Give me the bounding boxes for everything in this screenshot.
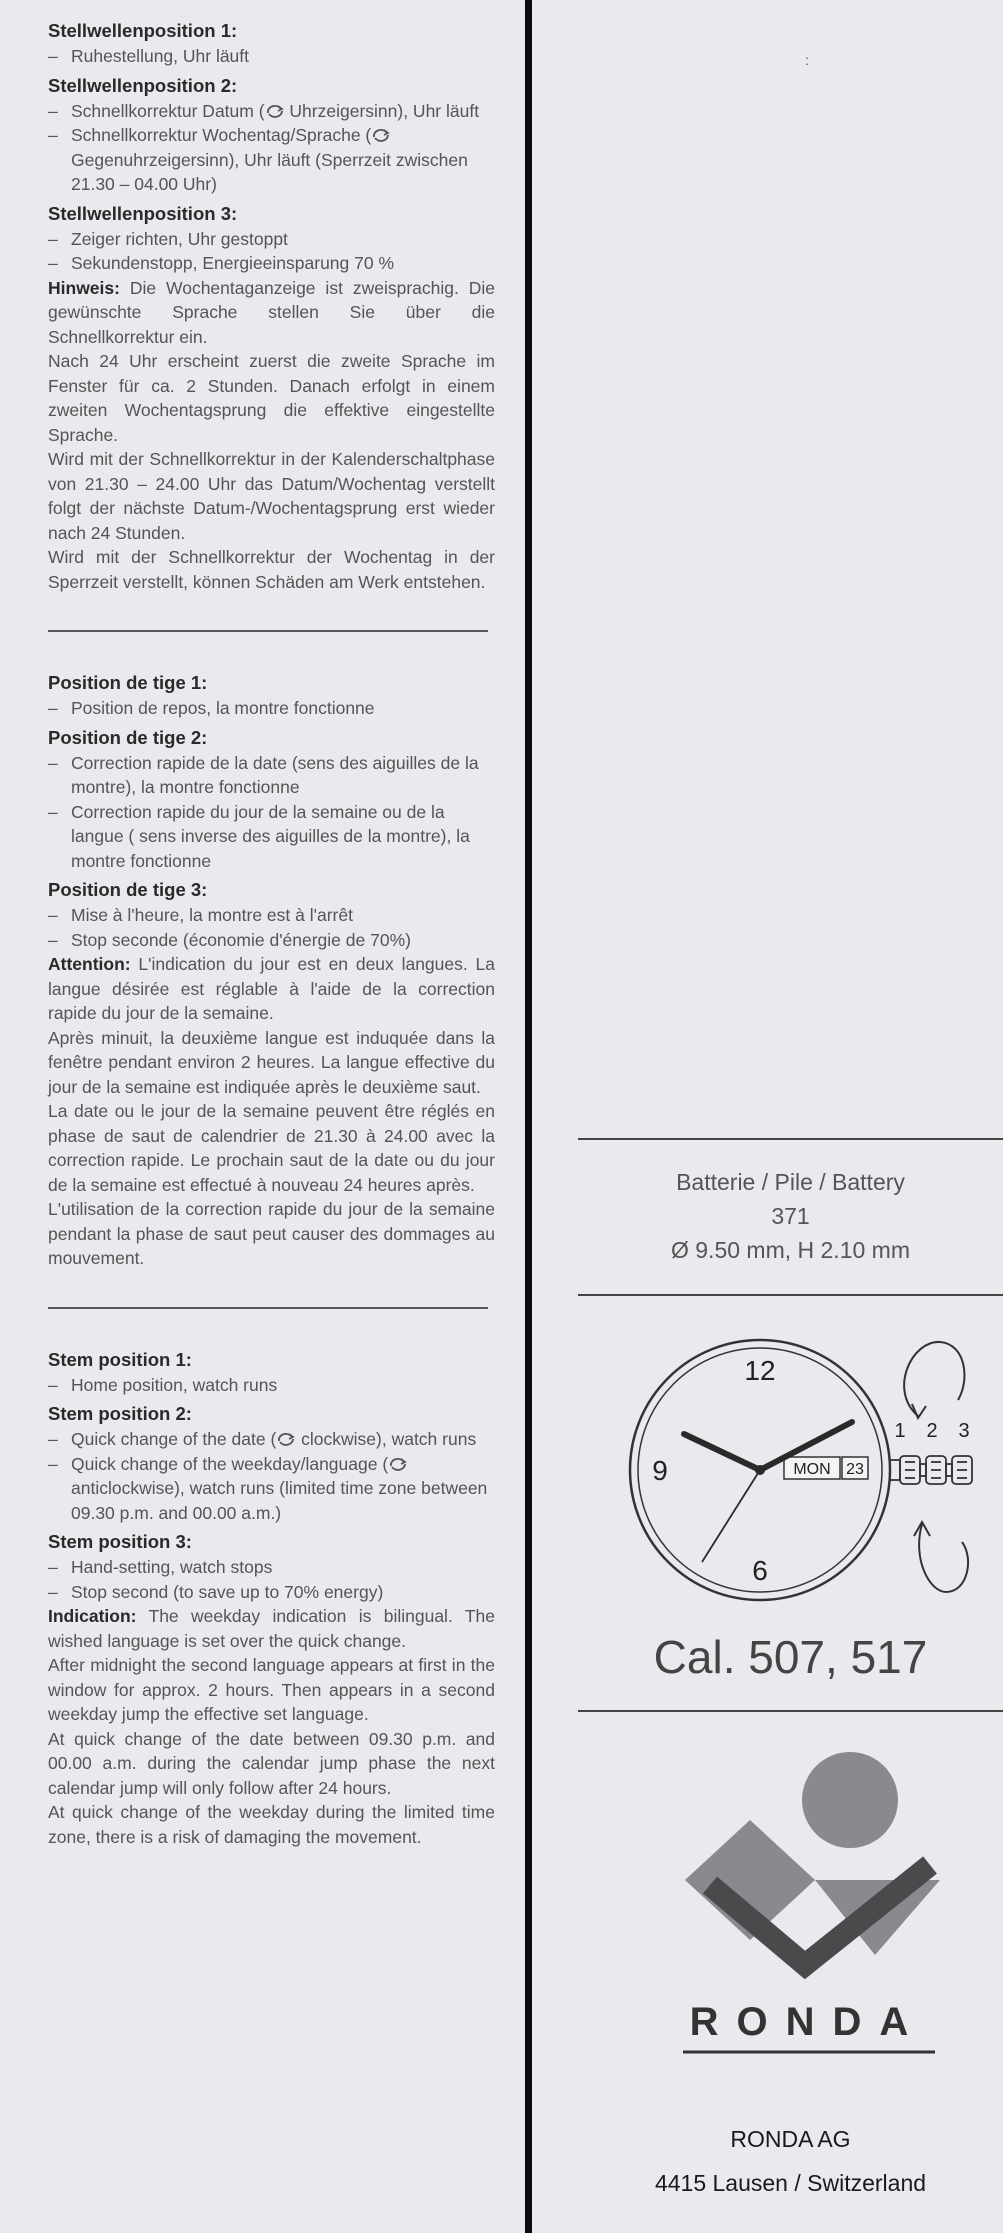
en-note-label: Indication:	[48, 1606, 137, 1626]
de-item-3a: – Zeiger richten, Uhr gestoppt	[48, 227, 495, 252]
de-paragraph-4: Wird mit der Schnellkorrektur der Wochentag in der Sperrzeit verstellt, können Schäden am Werk entstehen.	[48, 547, 495, 592]
fr-item-3a: – Mise à l'heure, la montre est à l'arrêt	[48, 903, 495, 928]
de-heading-1: Stellwellenposition 1:	[48, 20, 238, 41]
en-item-3b: – Stop second (to save up to 70% energy)	[48, 1580, 495, 1605]
de-item-2b-text-2: Gegenuhrzeigersinn), Uhr läuft (Sperrzeit zwischen 21.30 – 04.00 Uhr)	[71, 149, 468, 194]
de-heading-3: Stellwellenposition 3:	[48, 202, 238, 224]
battery-info	[578, 1165, 1003, 1267]
en-paragraph-2: After midnight the second language appears at first in the window for approx. 2 hours. Then appears in a second weekday jump the effective set language.	[48, 1655, 495, 1724]
rule-top	[578, 1138, 1003, 1140]
stem-position-2-label: 2	[926, 1420, 938, 1442]
en-note-text: The weekday indication is bilingual. The wished language is set over the quick change.	[48, 1606, 495, 1651]
company-name: RONDA AG	[730, 2126, 851, 2152]
rule-battery	[578, 1294, 1003, 1296]
en-paragraph-3: At quick change of the date between 09.30 p.m. and 00.00 a.m. during the calendar jump phase the next calendar jump will only follow after 24 hours.	[48, 1728, 495, 1798]
fr-heading-1: Position de tige 1:	[48, 672, 208, 693]
de-item-2b	[48, 123, 495, 197]
de-note-label: Hinweis:	[48, 277, 120, 298]
date-window-text: 23	[846, 1461, 864, 1478]
fr-note-text: L'indication du jour est en deux langues. La langue désirée est réglable à l'aide de la correction rapide du jour de la semaine.	[48, 954, 495, 1023]
fr-item-2a: – Correction rapide de la date (sens des aiguilles de la montre), la montre fonctionne	[48, 751, 495, 800]
fr-paragraph-2: Après minuit, la deuxième langue est induquée dans la fenêtre pendant environ 2 heures. La langue effective du jour de la semaine est indiquée après le deuxième saut.	[48, 1027, 495, 1097]
en-item-2b-text-2: anticlockwise), watch runs (limited time zone between 09.30 p.m. and 00.00 a.m.)	[71, 1478, 488, 1523]
hour-hand	[684, 1434, 760, 1470]
logo-wordmark: RONDA	[689, 2000, 927, 2044]
en-heading-3: Stem position 3:	[48, 1531, 192, 1552]
de-note	[48, 276, 495, 350]
de-item-1: – Ruhestellung, Uhr läuft	[48, 44, 495, 69]
fr-paragraph-3: La date ou le jour de la semaine peuvent être réglés en phase de saut de calendrier de 21.30 à 24.00 avec la correction rapide. Le prochain saut de la date ou du jour de la semaine est effectué à nouveau 24 heures après.	[48, 1101, 495, 1195]
logo-circle	[802, 1752, 898, 1848]
de-paragraph-2: Nach 24 Uhr erscheint zuerst die zweite Sprache im Fenster für ca. 2 Stunden. Danach erfolgt in einem zweiten Wochentagsprung die effektive eingestellte Sprache.	[48, 351, 495, 445]
fr-heading-3: Position de tige 3:	[48, 879, 208, 900]
page-mark: :	[805, 52, 809, 68]
dial-numeral-9: 9	[652, 1455, 668, 1486]
fr-item-3b: – Stop seconde (économie d'énergie de 70%)	[48, 928, 495, 953]
de-heading-2: Stellwellenposition 2:	[48, 74, 238, 96]
anticlockwise-arrow-icon	[919, 1524, 968, 1592]
en-item-2b	[48, 1452, 495, 1526]
stem-position-3-label: 3	[958, 1420, 970, 1442]
battery-dimensions: Ø 9.50 mm, H 2.10 mm	[670, 1237, 910, 1263]
day-window-text: MON	[793, 1461, 831, 1478]
fr-item-1: – Position de repos, la montre fonctionne	[48, 696, 495, 721]
rotate-anticlockwise-icon	[371, 127, 391, 143]
de-item-2a-text-1: Schnellkorrektur Datum (	[71, 100, 265, 121]
ronda-logo	[675, 1750, 945, 2070]
fr-note	[48, 952, 495, 1026]
german-section	[48, 18, 495, 594]
rotate-anticlockwise-icon	[388, 1456, 408, 1472]
de-item-2b-text-1: Schnellkorrektur Wochentag/Sprache (	[71, 125, 372, 145]
company-address: 4415 Lausen / Switzerland	[654, 2170, 927, 2196]
fr-paragraph-4: L'utilisation de la correction rapide du jour de la semaine pendant la phase de saut peut causer des dommages au mouvement.	[48, 1199, 495, 1268]
center-pin	[755, 1465, 765, 1475]
de-item-3b: – Sekundenstopp, Energieeinsparung 70 %	[48, 251, 495, 276]
section-divider	[48, 630, 488, 632]
de-item-2a-text-2: Uhrzeigersinn), Uhr läuft	[284, 100, 480, 121]
french-section	[48, 670, 495, 1271]
instructions-column	[48, 14, 495, 1849]
fr-heading-2: Position de tige 2:	[48, 726, 208, 748]
de-item-2a	[48, 99, 495, 124]
dial-numeral-6: 6	[752, 1555, 768, 1586]
caliber-title: Cal. 507, 517	[653, 1631, 928, 1683]
en-item-2b-text-1: Quick change of the weekday/language (	[71, 1453, 389, 1474]
fr-note-label: Attention:	[48, 954, 131, 974]
en-item-2a	[48, 1427, 495, 1452]
de-note-text: Die Wochentaganzeige ist zweisprachig. Die gewünschte Sprache stellen Sie über die Schnellkorrektur ein.	[48, 277, 495, 347]
battery-label: Batterie / Pile / Battery	[676, 1169, 905, 1195]
en-item-3a: – Hand-setting, watch stops	[48, 1555, 495, 1580]
stem-position-1-label: 1	[894, 1420, 906, 1442]
rule-caliber	[578, 1710, 1003, 1712]
rotate-clockwise-icon	[276, 1431, 296, 1447]
fr-item-2b: – Correction rapide du jour de la semaine ou de la langue ( sens inverse des aiguilles de la montre), la montre fonctionne	[48, 800, 495, 874]
section-divider	[48, 1307, 488, 1309]
en-heading-2: Stem position 2:	[48, 1403, 192, 1424]
en-paragraph-4: At quick change of the weekday during the limited time zone, there is a risk of damaging the movement.	[48, 1802, 495, 1847]
en-item-2a-text-2: clockwise), watch runs	[296, 1429, 477, 1449]
rotate-clockwise-icon	[265, 103, 285, 119]
watch-diagram	[620, 1330, 1000, 1620]
company-info	[578, 2117, 1003, 2205]
center-divider	[525, 0, 532, 2233]
dial-numeral-12: 12	[744, 1355, 776, 1386]
de-paragraph-3: Wird mit der Schnellkorrektur in der Kalenderschaltphase von 21.30 – 24.00 Uhr das Datum/Wochentag verstellt folgt der nächste Datum-/Wochentagsprung erst wieder nach 24 Stunden.	[48, 449, 495, 543]
en-item-2a-text-1: Quick change of the date (	[71, 1429, 277, 1449]
battery-number: 371	[771, 1203, 810, 1229]
en-note	[48, 1604, 495, 1653]
clockwise-arrowhead-icon	[912, 1404, 926, 1418]
english-section	[48, 1347, 495, 1850]
en-item-1: – Home position, watch runs	[48, 1373, 495, 1398]
crown-stem	[890, 1456, 972, 1484]
en-heading-1: Stem position 1:	[48, 1348, 192, 1370]
second-hand	[702, 1470, 760, 1562]
